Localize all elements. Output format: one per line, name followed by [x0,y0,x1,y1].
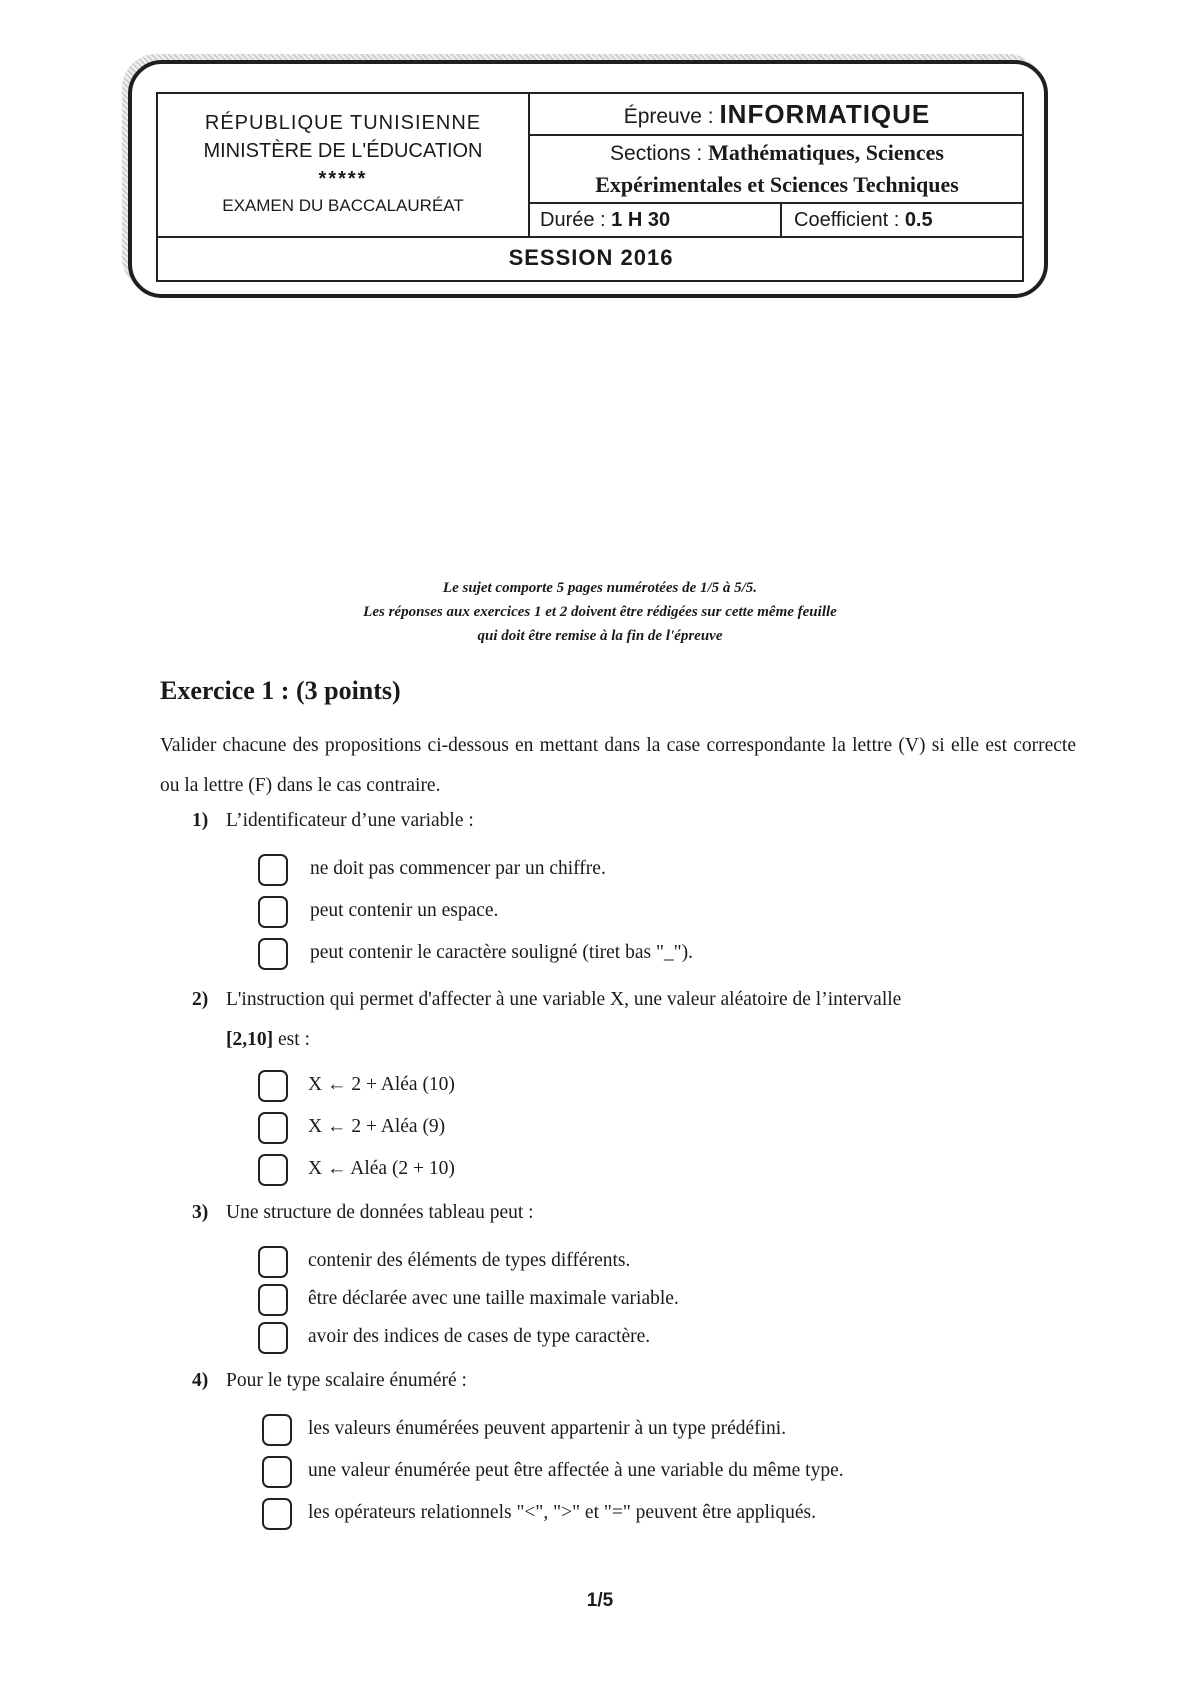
option-text: une valeur énumérée peut être affectée à une variable du même type. [308,1460,844,1481]
option-text: X ← Aléa (2 + 10) [308,1158,455,1179]
exam-notice [300,576,900,648]
duree-label: Durée : [540,209,612,231]
exercise-title: Exercice 1 : (3 points) [160,676,401,705]
exercise-intro: Valider chacune des propositions ci-dessous en mettant dans la case correspondante la lettre (V) si elle est correcte ou la lettre (F) dans le cas contraire. [160,735,1076,796]
answer-checkbox[interactable] [258,1070,288,1102]
duree-value: 1 H 30 [611,209,671,231]
header-institution [158,94,530,238]
notice-line-2: Les réponses aux exercices 1 et 2 doivent être rédigées sur cette même feuille [363,604,837,620]
question-text: L'instruction qui permet d'affecter à une variable X, une valeur aléatoire de l’intervalle [226,989,902,1010]
option-text: contenir des éléments de types différents. [308,1250,631,1271]
header-duree [530,204,782,238]
option-text: peut contenir le caractère souligné (tiret bas "_"). [310,942,694,963]
question-interval: [2,10] [226,1029,274,1050]
option-text: peut contenir un espace. [310,900,499,921]
question-4 [192,1370,467,1392]
republic-label: RÉPUBLIQUE TUNISIENNE [204,112,482,134]
page-number: 1/5 [586,1590,614,1611]
option-text: les opérateurs relationnels "<", ">" et "=" peuvent être appliqués. [308,1502,816,1523]
question-2 [192,980,1076,1060]
sections-label: Sections : [610,142,709,165]
header-session: SESSION 2016 [508,245,674,270]
option-text: X ← 2 + Aléa (10) [308,1074,455,1095]
answer-checkbox[interactable] [258,1284,288,1316]
answer-checkbox[interactable] [258,896,288,928]
notice-line-3: qui doit être remise à la fin de l'épreuve [477,628,723,644]
answer-checkbox[interactable] [262,1456,292,1488]
header-sections [530,136,1024,204]
option-text: être déclarée avec une taille maximale variable. [308,1288,679,1309]
option-text: les valeurs énumérées peuvent appartenir à un type prédéfini. [308,1418,787,1439]
sections-value-line2: Expérimentales et Sciences Techniques [595,172,959,197]
coef-label: Coefficient : [794,209,905,231]
stars-divider: ***** [318,168,368,190]
exam-label: EXAMEN DU BACCALAURÉAT [222,196,464,215]
option-text: X ← 2 + Aléa (9) [308,1116,446,1137]
answer-checkbox[interactable] [262,1498,292,1530]
answer-checkbox[interactable] [258,1246,288,1278]
header-coefficient [782,204,1024,238]
answer-checkbox[interactable] [258,854,288,886]
header-epreuve [530,94,1024,136]
option-text: ne doit pas commencer par un chiffre. [310,858,606,879]
question-number: 4) [192,1370,209,1391]
answer-checkbox[interactable] [258,938,288,970]
question-3 [192,1202,534,1224]
question-number: 2) [192,989,209,1010]
question-number: 1) [192,810,209,831]
header-table [156,92,1024,282]
question-1 [192,810,474,832]
epreuve-value: INFORMATIQUE [719,99,931,129]
ministry-label: MINISTÈRE DE L'ÉDUCATION [203,140,483,162]
question-text: Une structure de données tableau peut : [226,1202,534,1223]
question-number: 3) [192,1202,209,1223]
answer-checkbox[interactable] [262,1414,292,1446]
option-text: avoir des indices de cases de type caractère. [308,1326,651,1347]
answer-checkbox[interactable] [258,1322,288,1354]
epreuve-label: Épreuve : [623,105,720,128]
question-text: Pour le type scalaire énuméré : [226,1370,467,1391]
question-text-tail: est : [273,1029,310,1050]
answer-checkbox[interactable] [258,1154,288,1186]
question-text: L’identificateur d’une variable : [226,810,474,831]
answer-checkbox[interactable] [258,1112,288,1144]
notice-line-1: Le sujet comporte 5 pages numérotées de 1/5 à 5/5. [442,580,758,596]
coef-value: 0.5 [904,209,933,231]
sections-value-line1: Mathématiques, Sciences [708,140,944,165]
